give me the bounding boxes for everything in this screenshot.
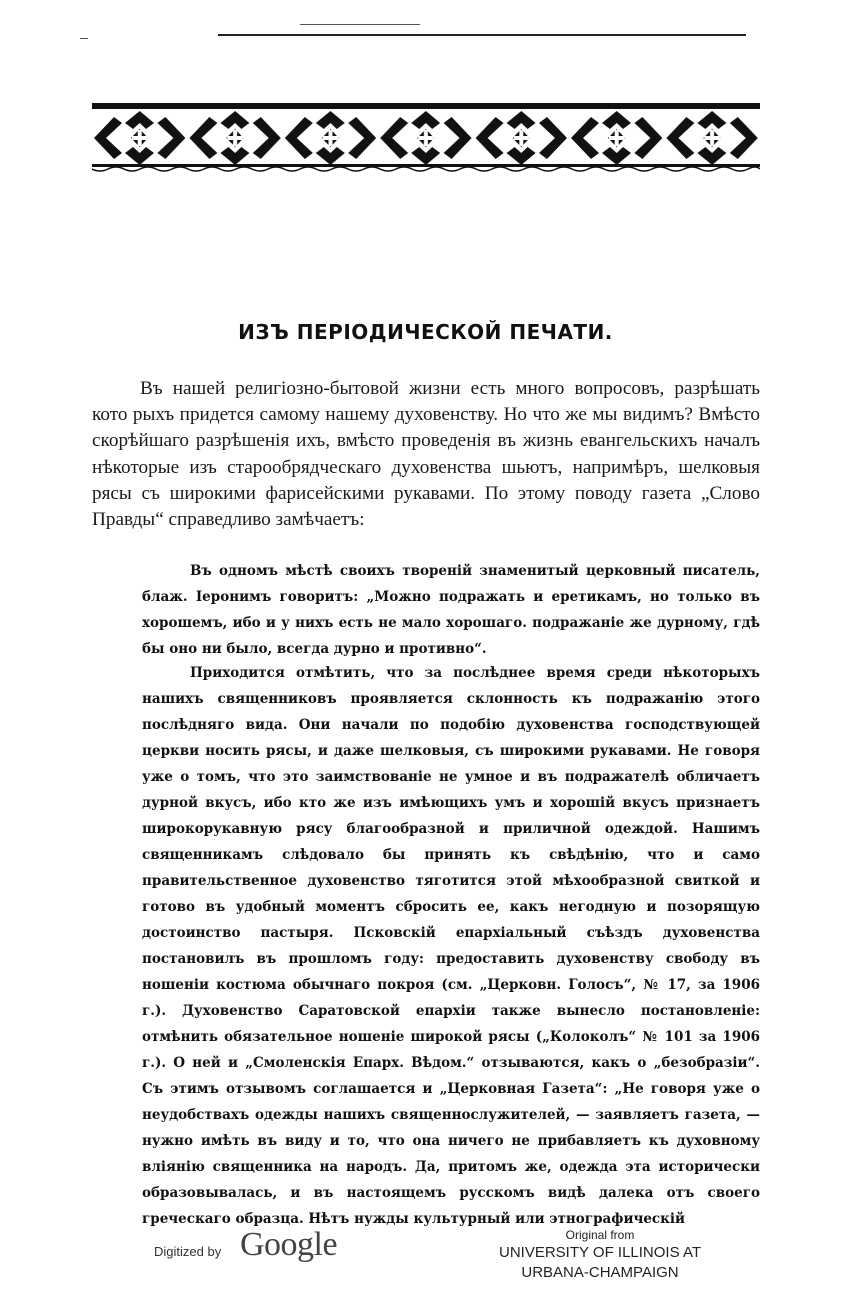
decorative-ornamental-band-icon (92, 103, 760, 173)
lead-paragraph: Въ нашей религіозно-бытовой жизни есть много вопросовъ, разрѣшать кото рыхъ придется самому нашему духовенству. Но что же мы видимъ? Вмѣсто скорѣйшаго разрѣшенія ихъ, вмѣсто проведенія въ жизнь евангельскихъ началъ нѣкоторые изъ старообрядческаго духовенства шьютъ, напримѣръ, шелковыя рясы съ широкими фарисейскими рукавами. По этому поводу газета „Слово Правды“ справедливо замѣчаетъ: (92, 378, 760, 531)
top-scan-rule (218, 34, 746, 36)
university-line-2: URBANA-CHAMPAIGN (521, 1264, 679, 1281)
university-line-1: UNIVERSITY OF ILLINOIS AT (499, 1244, 701, 1261)
quote-paragraph-2: Приходится отмѣтить, что за послѣднее время среди нѣкоторыхъ нашихъ священниковъ проявляется склонность къ подражанію этого послѣдняго вида. Они начали по подобію духовенства господствующей церкви носить рясы, и даже шелковыя, съ широкими рукавами. Не говоря уже о томъ, что это заимствованіе не умное и въ подражателѣ обличаетъ дурной вкусъ, ибо кто же изъ имѣющихъ умъ и хорошій вкусъ признаетъ широкорукавную рясу благообразной и приличной одеждой. Нашимъ священникамъ слѣдовало бы принять къ свѣдѣнію, что и само правительственное духовенство тяготится этой мѣхообразной свиткой и готово въ удобный моментъ сбросить ее, какъ негодную и позорящую достоинство пастыря. Псковскій епархіальный съѣздъ духовенства постановилъ въ прошломъ году: предоставить духовенству свободу въ ношеніи костюма обычнаго покроя (см. „Церковн. Голосъ“, № 17, за 1906 г.). Духовенство Саратовской епархіи также вынесло постановленіе: отмѣнить обязательное ношеніе широкой рясы („Колоколъ“ № 101 за 1906 г.). О ней и „Смоленскія Епарх. Вѣдом.“ отзываются, какъ о „безобразіи“. Съ этимъ отзывомъ соглашается и „Церковная Газета“: „Не говоря уже о неудобствахъ одежды нашихъ священнослужителей, — заявляетъ газета, — нужно имѣть въ виду и то, что она ничего не прибавляетъ къ духовному вліянію священника на народъ. Да, притомъ же, одежда эта исторически образовывалась, и въ настоящемъ русскомъ видѣ далека отъ своего греческаго образца. Нѣтъ нужды культурный или этнографическій (142, 665, 760, 1227)
digitized-label: Digitized by (154, 1244, 222, 1259)
top-scan-mark (300, 24, 420, 25)
digitized-by-google (154, 1226, 354, 1270)
original-label: Original from (565, 1228, 635, 1242)
corner-scan-mark (80, 38, 88, 39)
google-logo: Google (240, 1226, 338, 1263)
section-title: ИЗЪ ПЕРІОДИЧЕСКОЙ ПЕЧАТИ. (238, 320, 613, 344)
quote-paragraph-1: Въ одномъ мѣстѣ своихъ твореній знаменитый церковный писатель, блаж. Іеронимъ говоритъ: „Можно подражать и еретикамъ, но только въ хорошемъ, ибо и у нихъ есть не мало хорошаго. подражаніе же дурному, гдѣ бы оно ни было, всегда дурно и противно“. (142, 563, 760, 657)
original-source (470, 1227, 730, 1283)
